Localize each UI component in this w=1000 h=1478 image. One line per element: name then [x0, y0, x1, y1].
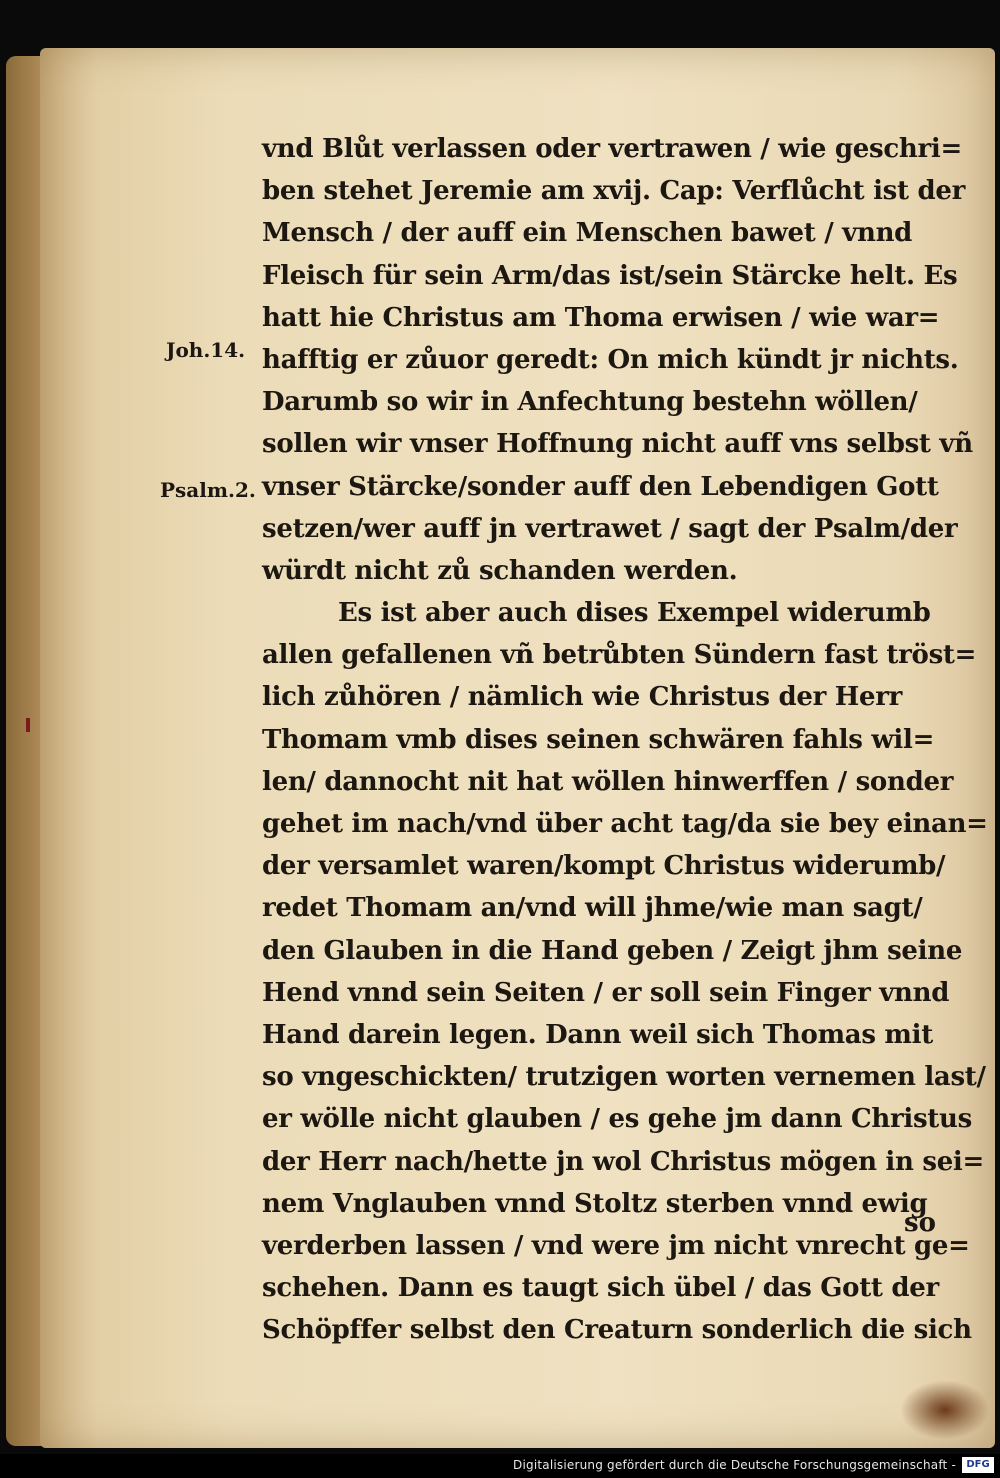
- text-line: ben stehet Jeremie am xvij. Cap: Verflůcht ist der: [262, 176, 965, 207]
- text-line: Thomam vmb dises seinen schwären fahls wil=: [262, 724, 935, 755]
- text-line: len/ dannocht nit hat wöllen hinwerffen / sonder: [262, 766, 954, 797]
- text-line: Fleisch für sein Arm/das ist/sein Stärcke helt. Es: [262, 260, 958, 291]
- dfg-logo: DFG: [962, 1457, 994, 1473]
- marginal-note-psalm: Psalm.2.: [160, 478, 256, 502]
- margin-mark: [26, 718, 30, 732]
- text-line: vnser Stärcke/sonder auff den Lebendigen Gott: [262, 471, 939, 502]
- text-line: Mensch / der auff ein Menschen bawet / vnnd: [262, 218, 913, 249]
- text-line: redet Thomam an/vnd will jhme/wie man sagt/: [262, 893, 923, 924]
- text-line: so vngeschickten/ trutzigen worten vernemen last/: [262, 1062, 986, 1093]
- catchword: so: [904, 1208, 936, 1238]
- body-text: [262, 128, 988, 1351]
- marginal-note-joh: Joh.14.: [166, 338, 246, 362]
- text-line: Schöpffer selbst den Creaturn sonderlich die sich: [262, 1315, 972, 1346]
- funding-credit: Digitalisierung gefördert durch die Deutsche Forschungsgemeinschaft -: [513, 1458, 956, 1472]
- text-line: sollen wir vnser Hoffnung nicht auff vns selbst vñ: [262, 429, 973, 460]
- text-line: hafftig er zůuor geredt: On mich kündt jr nichts.: [262, 344, 959, 375]
- text-line: der versamlet waren/kompt Christus widerumb/: [262, 851, 946, 882]
- text-line: Hand darein legen. Dann weil sich Thomas mit: [262, 1019, 933, 1050]
- text-line: allen gefallenen vñ betrůbten Sündern fast tröst=: [262, 640, 977, 671]
- text-line: schehen. Dann es taugt sich übel / das Gott der: [262, 1273, 939, 1304]
- text-line: setzen/wer auff jn vertrawet / sagt der Psalm/der: [262, 513, 958, 544]
- text-line: Hend vnnd sein Seiten / er soll sein Finger vnnd: [262, 977, 950, 1008]
- text-line: Darumb so wir in Anfechtung bestehn wöllen/: [262, 387, 918, 418]
- text-line: lich zůhören / nämlich wie Christus der Herr: [262, 682, 903, 713]
- text-line: würdt nicht zů schanden werden.: [262, 555, 738, 586]
- text-line: vnd Blůt verlassen oder vertrawen / wie geschri=: [262, 134, 962, 164]
- text-line: er wölle nicht glauben / es gehe jm dann Christus: [262, 1104, 972, 1135]
- text-line: der Herr nach/hette jn wol Christus mögen in sei=: [262, 1146, 984, 1177]
- page-stain: [900, 1380, 990, 1440]
- text-line: gehet im nach/vnd über acht tag/da sie bey einan=: [262, 809, 988, 839]
- text-line: den Glauben in die Hand geben / Zeigt jhm seine: [262, 935, 963, 966]
- text-line: nem Vnglauben vnnd Stoltz sterben vnnd ewig: [262, 1188, 928, 1219]
- text-line-paragraph-start: Es ist aber auch dises Exempel widerumb: [338, 598, 931, 629]
- text-line: hatt hie Christus am Thoma erwisen / wie war=: [262, 302, 940, 333]
- text-line: verderben lassen / vnd were jm nicht vnrecht ge=: [262, 1230, 970, 1261]
